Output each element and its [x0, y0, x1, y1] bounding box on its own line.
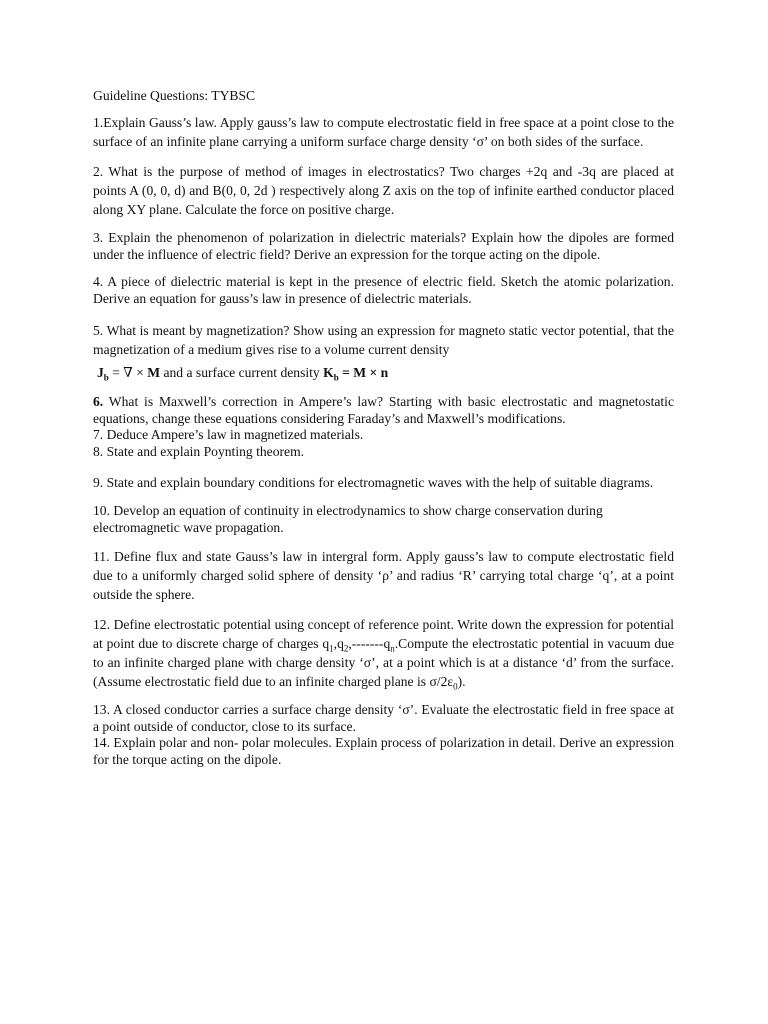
cross-symbol: ×	[366, 365, 381, 380]
kb-equals: =	[338, 365, 354, 380]
curl-expression: = ∇ ×	[108, 365, 148, 380]
kb-symbol: K	[323, 365, 334, 380]
normal-vector-symbol: n	[380, 365, 389, 380]
question-12-text-a: 12. Define electrostatic potential using concept of reference point. Write down the expression for potential at point due to discrete charge of charges q	[93, 617, 674, 651]
formula-middle-text: and a surface current density	[160, 365, 324, 380]
question-14: 14. Explain polar and non- polar molecules. Explain process of polarization in detail. Derive an expression for the torque acting on the dipole.	[93, 735, 674, 767]
question-3: 3. Explain the phenomenon of polarization in dielectric materials? Explain how the dipoles are formed under the influence of electric field? Derive an expression for the torque acting on the dipole.	[93, 230, 674, 262]
question-2: 2. What is the purpose of method of images in electrostatics? Two charges +2q and -3q are placed at points A (0, 0, d) and B(0, 0, 2d ) respectively along Z axis on the top of infinite earthed conductor placed along XY plane. Calculate the force on positive charge.	[93, 164, 674, 217]
question-12-sub-0: 0	[453, 681, 458, 692]
question-13: 13. A closed conductor carries a surface charge density ‘σ’. Evaluate the electrostatic field in free space at a point outside of conductor, close to its surface.	[93, 702, 674, 734]
kb-subscript: b	[333, 372, 339, 383]
question-12-sub-n: n	[390, 643, 395, 654]
magnetization-symbol: M	[147, 365, 161, 380]
jb-symbol: J	[97, 365, 104, 380]
question-4: 4. A piece of dielectric material is kept in the presence of electric field. Sketch the atomic polarization. Derive an equation for gauss’s law in presence of dielectric materials.	[93, 274, 674, 306]
question-12-comma: ,q	[333, 636, 344, 651]
document-page	[93, 86, 674, 779]
question-7: 7. Deduce Ampere’s law in magnetized materials.	[93, 427, 364, 442]
question-8: 8. State and explain Poynting theorem.	[93, 443, 305, 459]
question-6-text: What is Maxwell’s correction in Ampere’s law? Starting with basic electrostatic and magnetostatic equations, change these equations considering Faraday’s and Maxwell’s modifications.	[93, 394, 674, 426]
question-12	[93, 615, 674, 691]
question-1: 1.Explain Gauss’s law. Apply gauss’s law to compute electrostatic field in free space at a point close to the surface of an infinite plane carrying a uniform surface charge density ‘σ’ on both sides of the surface.	[93, 115, 674, 149]
question-12-dashes: ,-------q	[348, 636, 391, 651]
document-title: Guideline Questions: TYBSC	[93, 88, 256, 103]
question-6-number: 6.	[93, 394, 104, 409]
question-11: 11. Define flux and state Gauss’s law in intergral form. Apply gauss’s law to compute electrostatic field due to a uniformly charged solid sphere of density ‘ρ’ and radius ‘R’ carrying total charge ‘q’, at a point outside the sphere.	[93, 549, 674, 602]
jb-subscript: b	[103, 372, 109, 383]
question-6	[93, 394, 674, 427]
question-10: 10. Develop an equation of continuity in electrodynamics to show charge conservation during electromagnetic wave propagation.	[93, 503, 603, 535]
question-12-text-b: .Compute the electrostatic potential in vacuum due to an infinite charged plane with charge density ‘σ’, at a point which is at a distance ‘d’ from the surface. (Assume electrostatic field due to an infinite charged plane is σ/2ε	[93, 636, 675, 689]
question-12-sub-1: 1	[329, 643, 334, 654]
magnetization-symbol-2: M	[353, 365, 367, 380]
question-12-sub-2: 2	[343, 643, 349, 654]
question-9: 9. State and explain boundary conditions for electromagnetic waves with the help of suitable diagrams.	[93, 475, 654, 490]
question-12-text-c: ).	[457, 674, 466, 689]
current-density-formula	[97, 363, 674, 382]
question-5: 5. What is meant by magnetization? Show using an expression for magneto static vector potential, that the magnetization of a medium gives rise to a volume current density	[93, 323, 674, 357]
